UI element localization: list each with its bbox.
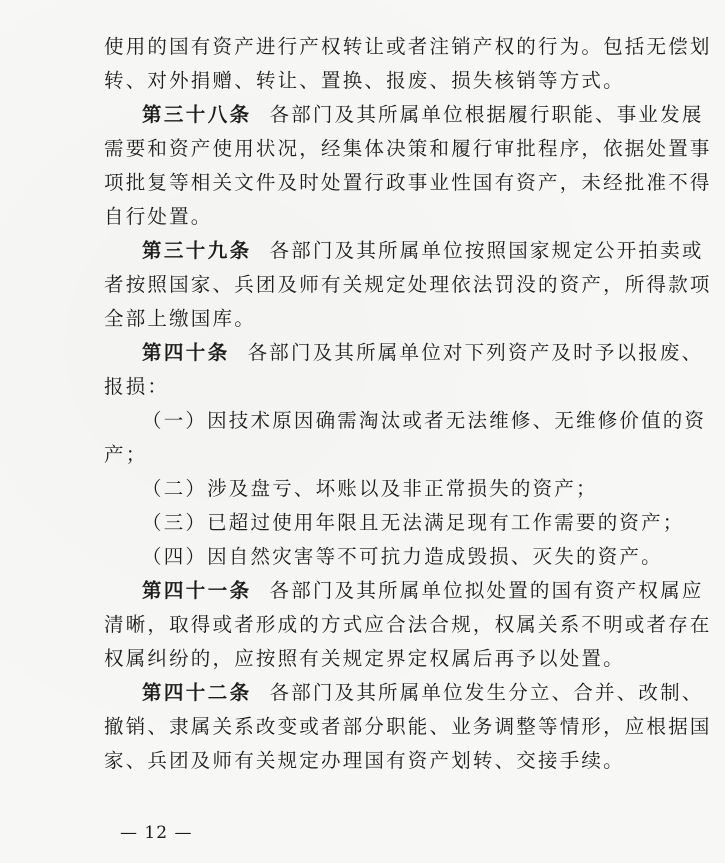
article-number: 第四十一条 [142,579,252,602]
list-item: （四）因自然灾害等不可抗力造成毁损、灭失的资产。 [142,545,663,568]
list-item: （二）涉及盘亏、坏账以及非正常损失的资产； [142,477,598,500]
list-item: （三）已超过使用年限且无法满足现有工作需要的资产； [142,511,685,534]
article-number: 第三十九条 [142,239,252,262]
text-line: 项批复等相关文件及时处置行政事业性国有资产，未经批准不得 [104,171,712,194]
text-line: 自行处置。 [104,205,213,228]
list-item: （一）因技术原因确需淘汰或者无法维修、无维修价值的资 [142,409,707,432]
article-number: 第四十条 [142,341,230,364]
article-42-heading-line: 第四十二条 各部门及其所属单位发生分立、合并、改制、 [142,681,704,704]
page-number: — 12 — [120,823,193,843]
article-41-heading-line: 第四十一条 各部门及其所属单位拟处置的国有资产权属应 [142,579,704,602]
article-number: 第四十二条 [142,681,252,704]
text-line: 者按照国家、兵团及师有关规定处理依法罚没的资产，所得款项 [104,273,712,296]
text-line: 报损： [104,375,170,398]
text-line: 转、对外捐赠、转让、置换、报废、损失核销等方式。 [104,69,625,92]
text-line: 权属纠纷的，应按照有关规定界定权属后再予以处置。 [104,647,625,670]
article-number: 第三十八条 [142,103,252,126]
text-line: 产； [104,443,148,466]
text-line: 撤销、隶属关系改变或者部分职能、业务调整等情形，应根据国 [104,715,712,738]
text-line: 需要和资产使用状况，经集体决策和履行审批程序，依据处置事 [104,137,712,160]
text-line: 使用的国有资产进行产权转让或者注销产权的行为。包括无偿划 [104,35,712,58]
article-40-heading-line: 第四十条 各部门及其所属单位对下列资产及时予以报废、 [142,341,704,364]
text-line: 家、兵团及师有关规定办理国有资产划转、交接手续。 [104,749,625,772]
article-38-heading-line: 第三十八条 各部门及其所属单位根据履行职能、事业发展 [142,103,704,126]
text-line: 清晰，取得或者形成的方式应合法合规，权属关系不明或者存在 [104,613,712,636]
text-line: 全部上缴国库。 [104,307,256,330]
article-39-heading-line: 第三十九条 各部门及其所属单位按照国家规定公开拍卖或 [142,239,704,262]
